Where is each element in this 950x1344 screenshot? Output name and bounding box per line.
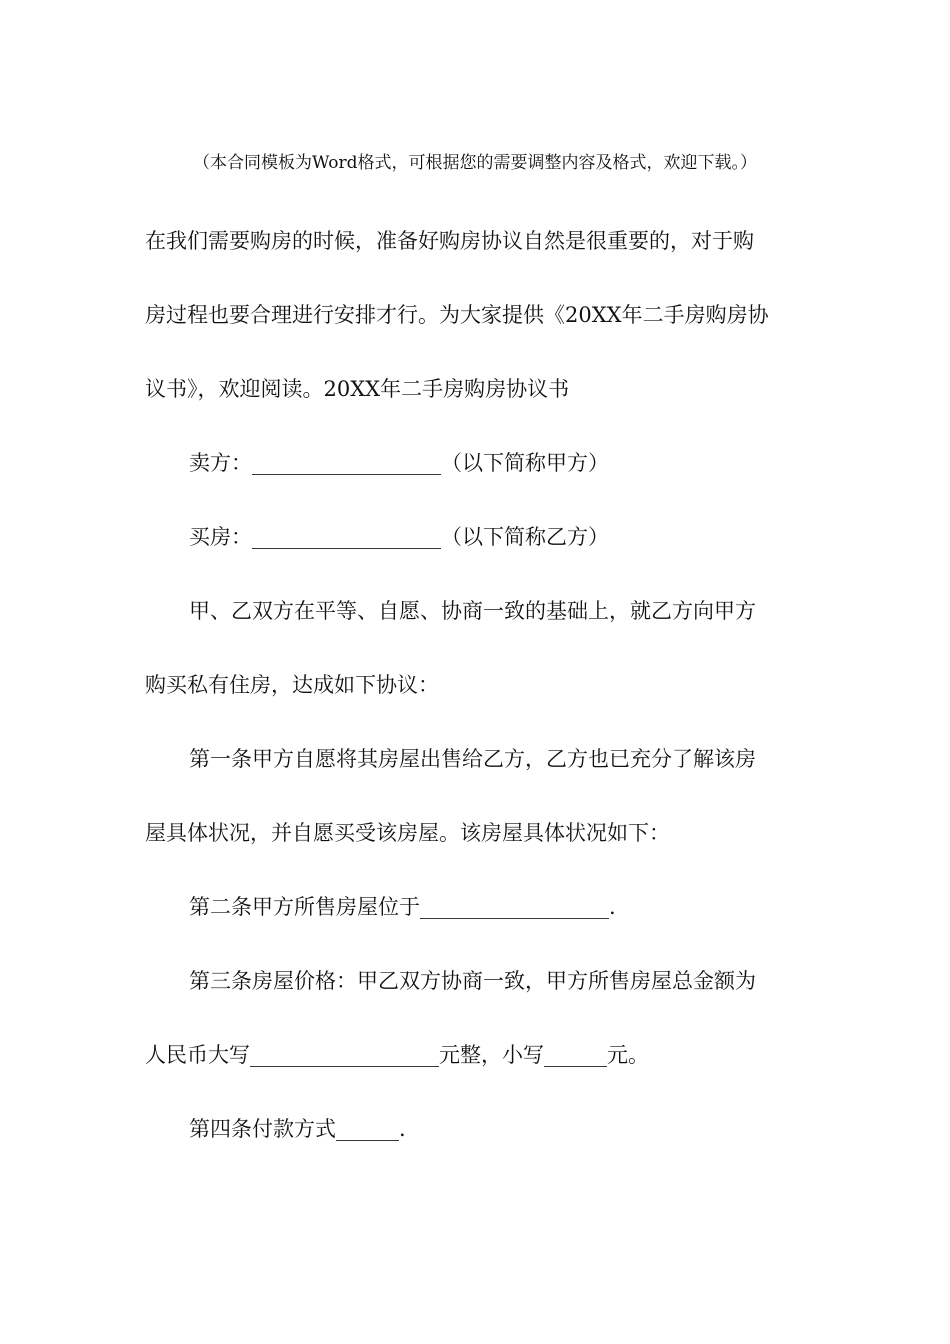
article-3-line-1: 第三条房屋价格：甲乙双方协商一致，甲方所售房屋总金额为 bbox=[189, 969, 756, 993]
agreement-para-line-2: 购买私有住房，达成如下协议： bbox=[145, 673, 439, 697]
article-3-line-2: 人民币大写__________________元整，小写______元。 bbox=[145, 1043, 649, 1067]
intro-line-3: 议书》，欢迎阅读。20XX年二手房购房协议书 bbox=[145, 377, 570, 401]
buyer-line: 买房：__________________（以下简称乙方） bbox=[189, 525, 609, 549]
article-2-line: 第二条甲方所售房屋位于__________________. bbox=[189, 895, 616, 919]
template-note: （本合同模板为Word格式，可根据您的需要调整内容及格式，欢迎下载。） bbox=[192, 153, 758, 173]
article-1-line-2: 屋具体状况，并自愿买受该房屋。该房屋具体状况如下： bbox=[145, 821, 670, 845]
intro-line-2: 房过程也要合理进行安排才行。为大家提供《20XX年二手房购房协 bbox=[145, 303, 769, 327]
intro-line-1: 在我们需要购房的时候，准备好购房协议自然是很重要的，对于购 bbox=[145, 229, 754, 253]
document-body bbox=[145, 204, 805, 1166]
agreement-para-line-1: 甲、乙双方在平等、自愿、协商一致的基础上，就乙方向甲方 bbox=[189, 599, 756, 623]
article-1-line-1: 第一条甲方自愿将其房屋出售给乙方，乙方也已充分了解该房 bbox=[189, 747, 756, 771]
article-4-line: 第四条付款方式______. bbox=[189, 1117, 406, 1141]
seller-line: 卖方：__________________（以下简称甲方） bbox=[189, 451, 609, 475]
